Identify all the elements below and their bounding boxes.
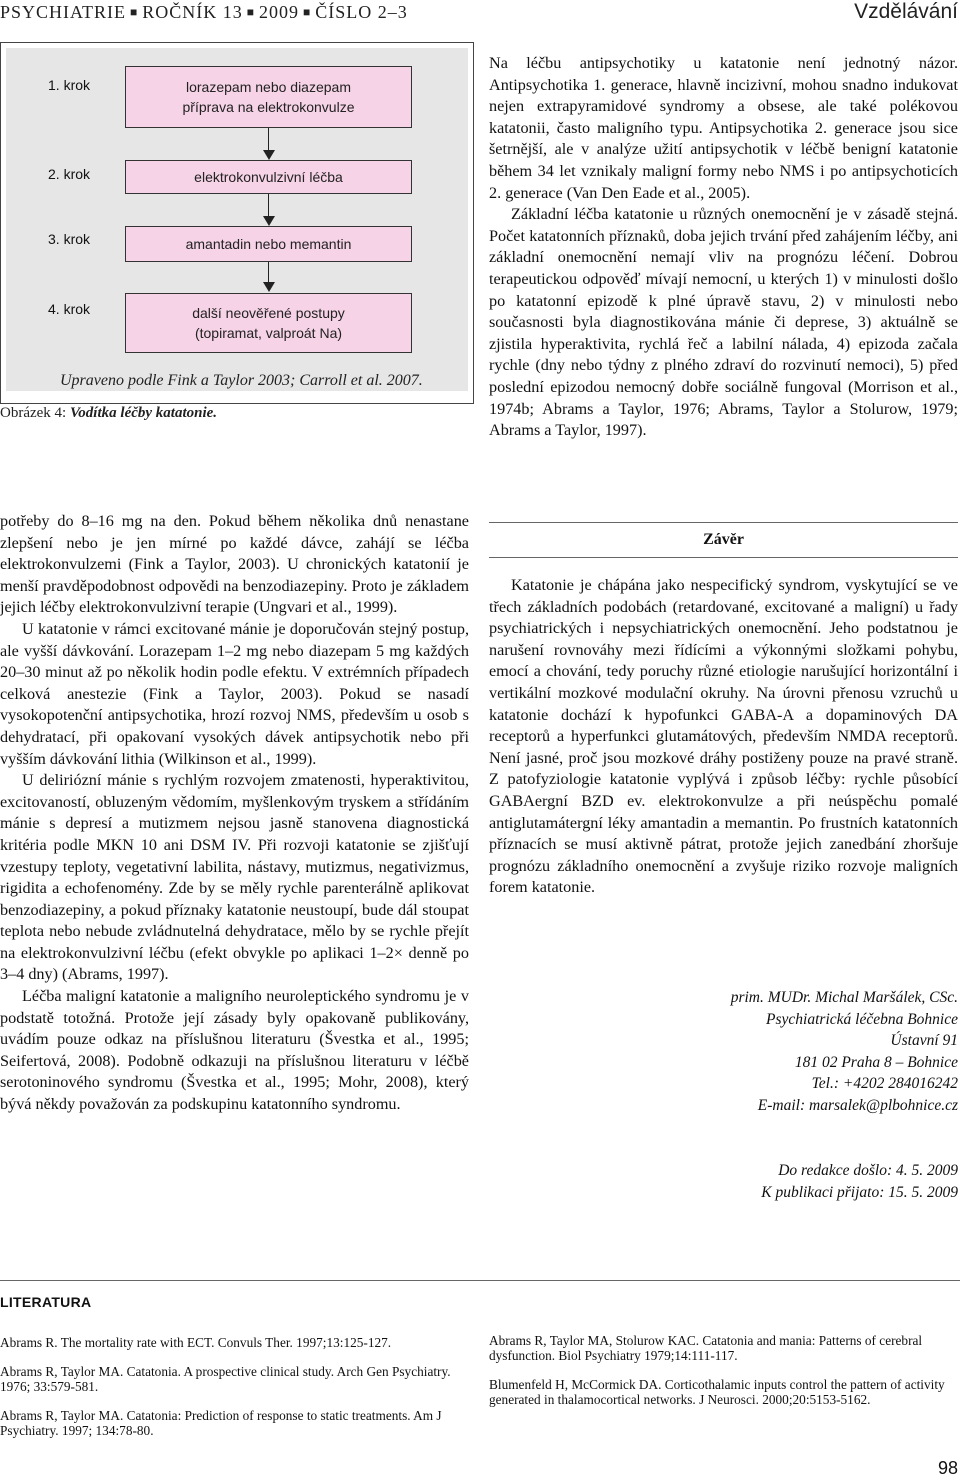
separator-square-icon: ■ [130,5,139,19]
figure-source: Upraveno podle Fink a Taylor 2003; Carroll et al. 2007. [60,372,423,389]
references-left [0,1335,472,1452]
step-box-text: (topiramat, valproát Na) [194,325,343,341]
figure-caption [0,405,217,422]
paragraph: Základní léčba katatonie u různých onemocnění je v zásadě stejná. Počet katatonních příznaků, doba jejich trvání před zahájením léčby, ani základní onemocnění nemají vliv na prognózu léčení. Dobrou terapeutickou odpověď mívají nemocní, u kterých 1) v minulosti došlo po katatonní epizodě k plné úpravě stavu, 2) v minulosti nebo současnosti byla diagnostikována mánie či deprese, 3) aktuálně se zjistila hyperaktivita, rychlá řeč a labilní nálada, 4) epizoda začala rychle (dny nebo týdny z plného zdraví do rozvinutí nemoci), 5) před poslední epizodou nemocný dobře sociálně fungoval (Morrison et al., 1974b; Abrams a Taylor, 1976; Abrams, Taylor a Stolurow, 1979; Abrams a Taylor, 1997). [489,205,958,440]
date-accepted: K publikaci přijato: 15. 5. 2009 [761,1184,958,1201]
author-city: 181 02 Praha 8 – Bohnice [794,1053,958,1071]
arrow-line [268,262,269,282]
arrow-down-icon [263,282,275,292]
paragraph: Na léčbu antipsychotiky u katatonie není jednotný názor. Antipsychotika 1. generace, hlavně incizivní, mohou snadno indukovat nejen extrapyramidové syndromy a obsese, ale také polékovou katatonii, často maligního typu. Antipsychotika 2. generace jsou sice šetrnější, ale v analýze užití antipsychotik v léčbě benigní katatonie během 34 let vznikaly maligní formy nebo NMS i po antipsychoticích 2. generace (Van Den Eade et al., 2005). [489,54,958,202]
left-column [0,511,469,1116]
paragraph: U katatonie v rámci excitované mánie je doporučován stejný postup, ale vyšší dávkování. Lorazepam 1–2 mg nebo diazepam 5 mg každých 20–30 minut až po několik hodin podle efektu. V extrémních případech celková anestezie (Fink a Taylor, 2003). Pokud se nasadí vysokopotenční antipsychotika, hrozí rozvoj NMS, především u osob s dehydratací, při opakovaní vysokých dávek antipsychotik nebo při vyšším dávkování lithia (Wilkinson et al., 1999). [0,619,469,768]
step-box-2 [125,160,412,194]
journal-name: PSYCHIATRIE [0,2,127,22]
step-label-1: 1. krok [48,77,91,93]
journal-header [0,2,408,23]
arrow-down-icon [263,216,275,226]
step-box-text: příprava na elektrokonvulze [182,99,355,115]
paragraph: Katatonie je chápána jako nespecifický syndrom, vyskytující se ve třech základních podobách (retardované, excitované a maligní) u řady psychiatrických i nepsychiatrických onemocnění. Jeho podstatnou je narušení rovnováhy mezi řídícími a výkonnými složkami pohybu, emocí a chování, tedy poruchy různé etiologie narušující horizontální i vertikální mozkové modulační okruhy. Na úrovni přenosu vzruchů u katatonie dochází k hypofunkci GABA-A a dopaminových DA receptorů a hyperfunkci glutamátových, především NMDA receptorů. Není jasné, proč jsou mozkové dráhy postiženy pouze na pravé straně. Z patofyziologie katatonie vyplývá i způsob léčby: rychle působící GABAergní BZD ev. elektrokonvulze a při neúspěchu pomalé antiglutamátergní léky amantadin a memantin. Po frustních katatonních příznacích se musí aktivně pátrat, protože jejich zanedbání zhoršuje prognózu základního onemocnění a zvyšuje riziko rozvoje maligních forem katatonie. [489,576,958,897]
step-box-1 [125,66,412,128]
submission-dates [761,1160,958,1204]
right-column [489,53,958,442]
separator-square-icon: ■ [246,5,256,19]
step-box-3 [125,226,412,262]
paragraph: U deliriózní mánie s rychlým rozvojem zmatenosti, hyperaktivitou, excitovaností, obluzeným vědomím, myšlenkovým tryskem a střídáním mánie s depresí a mutizmem nejsou jasně stanovena diagnostická kritéria podle MKN 10 ani DSM IV. Při rozvoji katatonie se zjišťují vzestupy teploty, vegetativní labilita, nástavy, mutizmus, negativizmus, rigidita a echofenomény. Zde by se měly rychle parenterálně aplikovat benzodiazepiny, a pokud příznaky katatonie neustoupí, bude dál stoupat teplota nebo nebude zvládnutelná dehydratace, mělo by se rychle přejít na elektrokonvulzivní léčbu (efekt obvykle po aplikaci 1–2× denně po 3–4 dny) (Abrams, 1997). [0,771,469,984]
reference-item: Abrams R, Taylor MA. Catatonia: Prediction of response to static treatments. Am J Psychiatry. 1997; 134:78-80. [0,1408,442,1438]
references-right [489,1333,958,1421]
arrow-line [268,194,269,216]
step-label-4: 4. krok [48,301,91,317]
journal-issue: ČÍSLO 2–3 [315,2,408,22]
step-box-text: další neověřené postupy [192,305,345,321]
date-received: Do redakce došlo: 4. 5. 2009 [778,1162,958,1179]
arrow-line [268,128,269,150]
separator-square-icon: ■ [303,5,312,19]
step-box-text: elektrokonvulzivní léčba [194,169,343,185]
arrow-down-icon [263,150,275,160]
journal-volume: ROČNÍK 13 [142,2,243,22]
author-phone: Tel.: +4202 284016242 [811,1075,958,1092]
reference-item: Blumenfeld H, McCormick DA. Corticothalamic inputs control the pattern of activity generated in thalamocortical networks. J Neurosci. 2000;20:5153-5162. [489,1377,945,1407]
section-title: Vzdělávání [854,0,958,23]
reference-item: Abrams R, Taylor MA. Catatonia. A prospective clinical study. Arch Gen Psychiatry. 1976; 33:579-581. [0,1364,451,1394]
step-box-text: amantadin nebo memantin [185,236,352,252]
step-box-4 [125,293,412,353]
figure-caption-prefix: Obrázek 4: [0,405,67,421]
paragraph: potřeby do 8–16 mg na den. Pokud během několika dnů nenastane zlepšení nebo je jen mírné po každé dávce, zahájí se léčba elektrokonvulzemi (Fink a Taylor, 2003). U chronických katatonií je menší pravděpodobnost odpovědi na benzodiazepiny. Proto je základem jejich léčby elektrokonvulzivní terapie (Ungvari et al., 1999). [0,512,469,617]
paragraph: Léčba maligní katatonie a maligního neuroleptického syndromu je v podstatě totožná. Protože její zásady byly opakovaně publikovány, uvádím pouze odkaz na příslušnou literaturu (Švestka et al., 1995; Seifertová, 2008). Podobně odkazuji na příslušnou literaturu v léčbě serotoninového syndromu (Švestka et al., 1995; Mohr, 2008), který bývá někdy považován za podskupinu katatonního syndromu. [0,987,469,1114]
page-number: 98 [937,1458,958,1478]
conclusion-heading: Závěr [703,531,744,548]
step-box-text: lorazepam nebo diazepam [186,79,351,95]
conclusion-text [489,575,958,899]
author-street: Ústavní 91 [890,1032,958,1049]
figure-caption-title: Vodítka léčby katatonie. [69,405,218,421]
author-block [731,987,958,1116]
reference-item: Abrams R, Taylor MA, Stolurow KAC. Catatonia and mania: Patterns of cerebral dysfunction. Biol Psychiatry 1979;14:111-117. [489,1333,923,1363]
literature-divider [0,1280,960,1281]
step-label-3: 3. krok [48,231,91,247]
journal-year: 2009 [259,2,300,22]
literature-heading: LITERATURA [0,1294,92,1310]
author-email: E-mail: marsalek@plbohnice.cz [757,1096,958,1114]
section-divider [489,522,958,523]
author-name: prim. MUDr. Michal Maršálek, CSc. [730,989,958,1006]
author-institution: Psychiatrická léčebna Bohnice [766,1010,958,1028]
section-divider [489,557,958,558]
reference-item: Abrams R. The mortality rate with ECT. Convuls Ther. 1997;13:125-127. [0,1335,392,1350]
step-label-2: 2. krok [48,166,91,182]
